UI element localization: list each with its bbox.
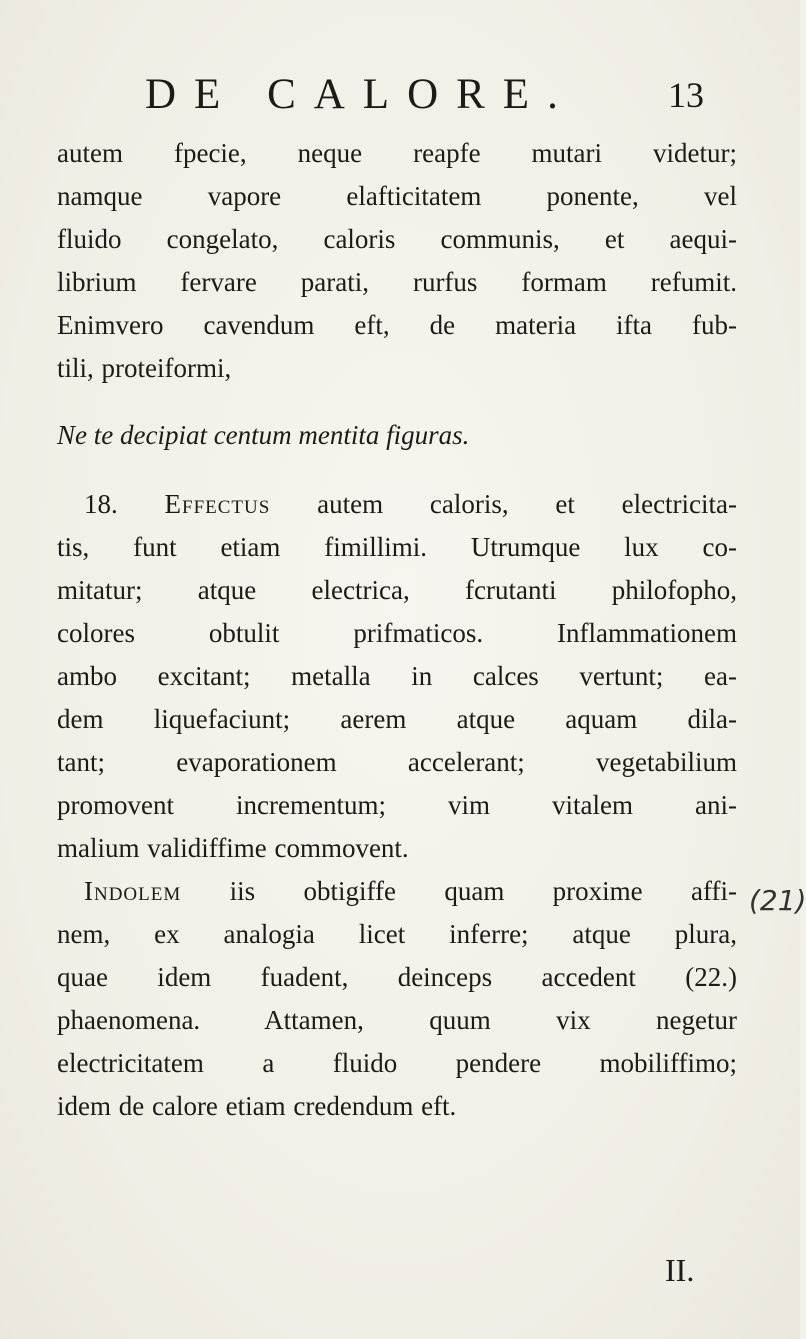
section-number: 18. [84,489,118,519]
text-line: promovent incrementum; vim vitalem ani- [57,790,737,820]
running-header-title: DE CALORE. [145,71,576,118]
text-line: dem liquefaciunt; aerem atque aquam dila- [57,704,737,734]
text-line [57,870,737,913]
text-line: fluido congelato, caloris communis, et aequi- [57,224,737,254]
text-line: phaenomena. Attamen, quum vix negetur [57,1005,737,1035]
text-line: malium validiffime commovent. [57,833,409,863]
text-line: electricitatem a fluido pendere mobiliffimo; [57,1048,737,1078]
text-line: namque vapore elafticitatem ponente, vel [57,181,737,211]
signature-mark: II. [665,1252,695,1288]
text-line: quae idem fuadent, deinceps accedent (22.) [57,962,737,992]
text-line: Enimvero cavendum eft, de materia ifta fub- [57,310,737,340]
text-line [57,483,737,526]
text-line: mitatur; atque electrica, fcrutanti philofopho, [57,575,737,605]
line-rest: autem caloris, et electricita- [317,489,738,519]
text-line: tili, proteiformi, [57,353,232,383]
body-text [57,132,737,1128]
text-line: colores obtulit prifmaticos. Inflammationem [57,618,737,648]
text-line: ambo excitant; metalla in calces vertunt; ea- [57,661,737,691]
text-line: tant; evaporationem accelerant; vegetabilium [57,747,737,777]
lead-word: Indolem [84,876,182,906]
text-line: nem, ex analogia licet inferre; atque plura, [57,919,737,949]
line-rest: iis obtigiffe quam proxime affi- [229,876,737,906]
handwritten-margin-note: (21) [749,884,806,917]
paragraph-18 [57,483,737,870]
text-line: idem de calore etiam credendum eft. [57,1091,457,1121]
text-line: librium fervare parati, rurfus formam refumit. [57,267,737,297]
paragraph-1 [57,132,737,390]
text-line: autem fpecie, neque reapfe mutari videtur; [57,138,737,168]
verse-quotation: Ne te decipiat centum mentita figuras. [57,420,470,450]
text-line: tis, funt etiam fimillimi. Utrumque lux co- [57,532,737,562]
lead-word: Effectus [164,489,271,519]
paragraph-indolem [57,870,737,1128]
page-number: 13 [668,75,704,115]
